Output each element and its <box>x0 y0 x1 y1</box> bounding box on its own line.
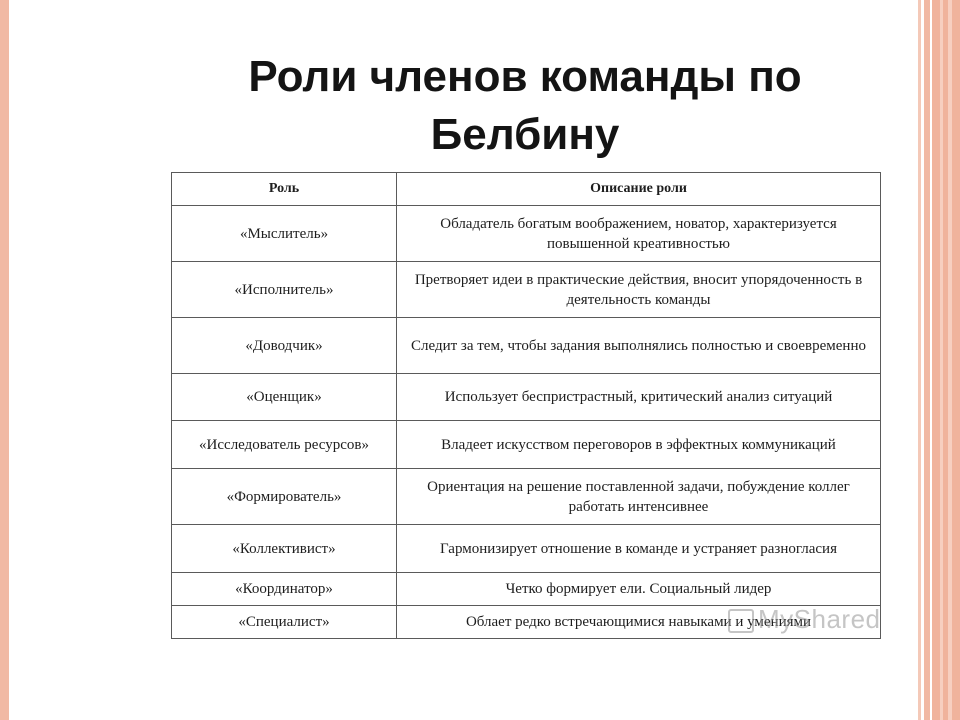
role-cell: «Специалист» <box>172 606 397 639</box>
description-cell: Облает редко встречающимися навыками и умениями <box>397 606 881 639</box>
role-cell: «Оценщик» <box>172 374 397 421</box>
role-cell: «Исследователь ресурсов» <box>172 421 397 469</box>
table-row <box>172 206 881 262</box>
roles-table <box>171 172 881 639</box>
description-cell: Ориентация на решение поставленной задачи, побуждение коллег работать интенсивнее <box>397 469 881 525</box>
role-cell: «Координатор» <box>172 573 397 606</box>
slide-title: Роли членов команды по Белбину <box>248 52 802 159</box>
description-cell: Четко формирует ели. Социальный лидер <box>397 573 881 606</box>
table-row <box>172 318 881 374</box>
description-cell: Обладатель богатым воображением, новатор, характеризуется повышенной креативностью <box>397 206 881 262</box>
description-cell: Претворяет идеи в практические действия, вносит упорядоченность в деятельность команды <box>397 262 881 318</box>
table-header-row <box>172 173 881 206</box>
table-row <box>172 262 881 318</box>
role-cell: «Исполнитель» <box>172 262 397 318</box>
table-row <box>172 573 881 606</box>
description-cell: Владеет искусством переговоров в эффектных коммуникаций <box>397 421 881 469</box>
watermark-text: MyShared <box>758 604 881 634</box>
table-row <box>172 421 881 469</box>
right-decorative-border <box>918 0 960 720</box>
table-row <box>172 469 881 525</box>
left-decorative-stripe <box>0 0 9 720</box>
presentation-icon <box>728 609 754 633</box>
table-row <box>172 374 881 421</box>
table-row <box>172 525 881 573</box>
role-cell: «Коллективист» <box>172 525 397 573</box>
role-cell: «Формирователь» <box>172 469 397 525</box>
header-description: Описание роли <box>397 173 881 206</box>
watermark-logo <box>728 604 881 635</box>
role-cell: «Доводчик» <box>172 318 397 374</box>
description-cell: Следит за тем, чтобы задания выполнялись полностью и своевременно <box>397 318 881 374</box>
description-cell: Гармонизирует отношение в команде и устраняет разногласия <box>397 525 881 573</box>
description-cell: Использует беспристрастный, критический анализ ситуаций <box>397 374 881 421</box>
role-cell: «Мыслитель» <box>172 206 397 262</box>
header-role: Роль <box>172 173 397 206</box>
